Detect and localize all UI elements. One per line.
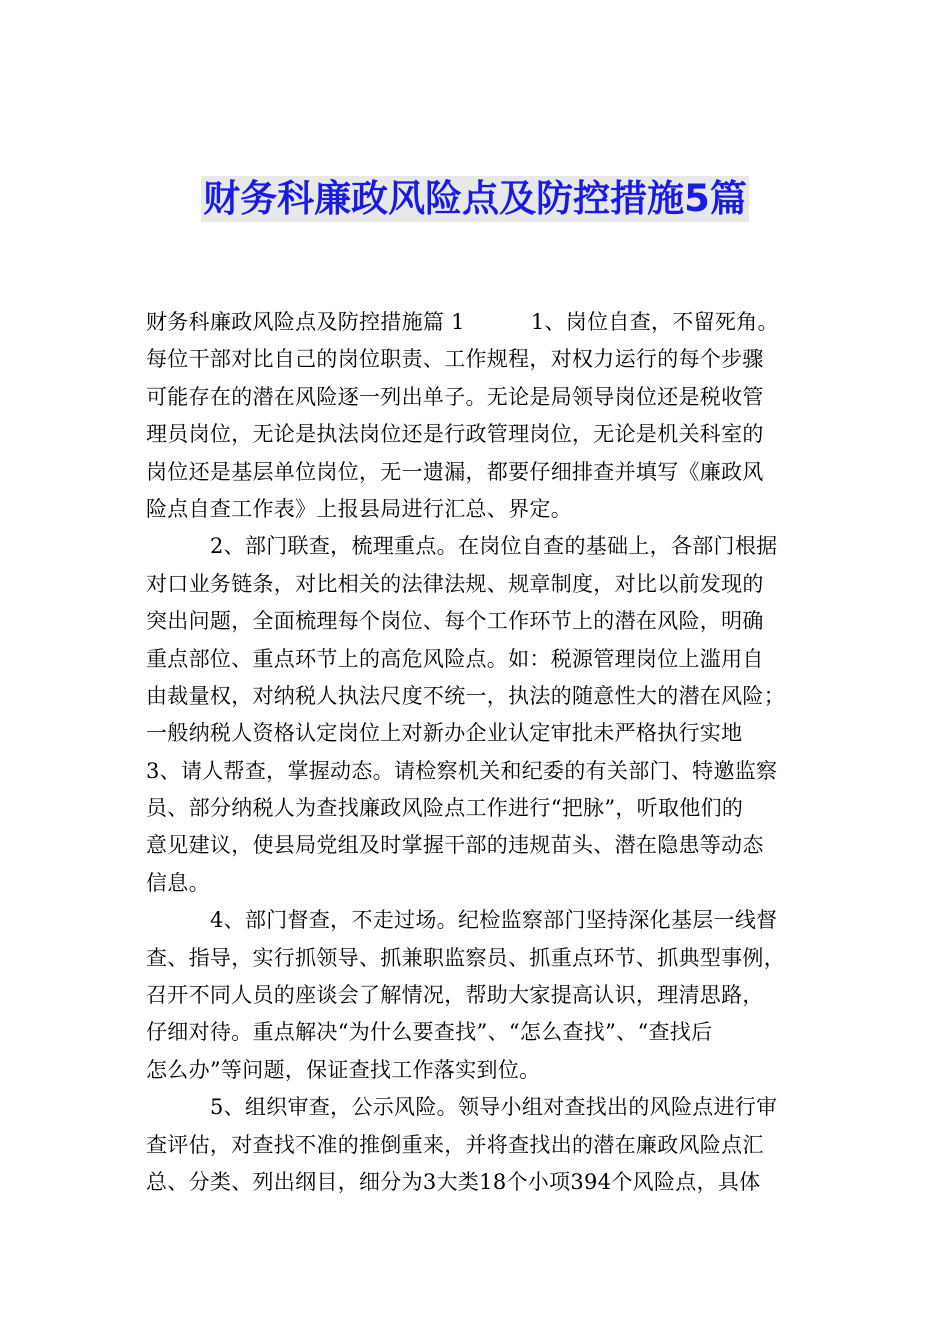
title-wrap	[0, 176, 950, 222]
paragraph-line: 重点部位、重点环节上的高危风险点。如：税源管理岗位上滥用自	[146, 646, 764, 671]
document-title: 财务科廉政风险点及防控措施5篇	[203, 177, 747, 220]
paragraph-line: 理员岗位，无论是执法岗位还是行政管理岗位，无论是机关科室的	[146, 422, 764, 447]
paragraph-line: 查、指导，实行抓领导、抓兼职监察员、抓重点环节、抓典型事例，	[146, 945, 785, 970]
paragraph-line: 4、部门督查，不走过场。纪检监察部门坚持深化基层一线督	[210, 908, 778, 933]
paragraph-line: 险点自查工作表》上报县局进行汇总、界定。	[146, 496, 572, 521]
paragraph-line	[146, 304, 804, 341]
paragraph-line: 突出问题，全面梳理每个岗位、每个工作环节上的潜在风险，明确	[146, 609, 764, 634]
intro-label: 财务科廉政风险点及防控措施篇 1	[146, 310, 465, 334]
paragraph-line: 意见建议，使县局党组及时掌握干部的违规苗头、潜在隐患等动态	[146, 833, 764, 858]
paragraph-line: 每位干部对比自己的岗位职责、工作规程，对权力运行的每个步骤	[146, 347, 764, 372]
paragraph-line: 怎么办”等问题，保证查找工作落实到位。	[146, 1057, 541, 1082]
paragraph-line: 查评估，对查找不准的推倒重来，并将查找出的潜在廉政风险点汇	[146, 1132, 764, 1157]
paragraph-line: 仔细对待。重点解决“为什么要查找”、“怎么查找”、“查找后	[146, 1020, 713, 1045]
paragraph-line: 信息。	[146, 870, 210, 895]
paragraph-line: 可能存在的潜在风险逐一列出单子。无论是局领导岗位还是税收管	[146, 384, 764, 409]
paragraph-line: 2、部门联查，梳理重点。在岗位自查的基础上，各部门根据	[210, 534, 778, 559]
paragraph-text: 1、岗位自查，不留死角。	[530, 310, 779, 334]
paragraph-line: 召开不同人员的座谈会了解情况，帮助大家提高认识，理清思路，	[146, 983, 764, 1008]
paragraph-line: 由裁量权，对纳税人执法尺度不统一，执法的随意性大的潜在风险；	[146, 683, 785, 708]
document-body	[146, 304, 804, 1201]
paragraph-line: 总、分类、列出纲目，细分为3大类18个小项394个风险点，具体	[146, 1169, 761, 1194]
paragraph-line: 3、请人帮查，掌握动态。请检察机关和纪委的有关部门、特邀监察	[146, 758, 778, 783]
paragraph-line: 岗位还是基层单位岗位，无一遗漏，都要仔细排查并填写《廉政风	[146, 459, 764, 484]
paragraph-line: 5、组织审查，公示风险。领导小组对查找出的风险点进行审	[210, 1095, 778, 1120]
paragraph-line: 对口业务链条，对比相关的法律法规、规章制度，对比以前发现的	[146, 571, 764, 596]
paragraph-line: 一般纳税人资格认定岗位上对新办企业认定审批未严格执行实地	[146, 721, 743, 746]
paragraph-line: 员、部分纳税人为查找廉政风险点工作进行“把脉”，听取他们的	[146, 796, 744, 821]
